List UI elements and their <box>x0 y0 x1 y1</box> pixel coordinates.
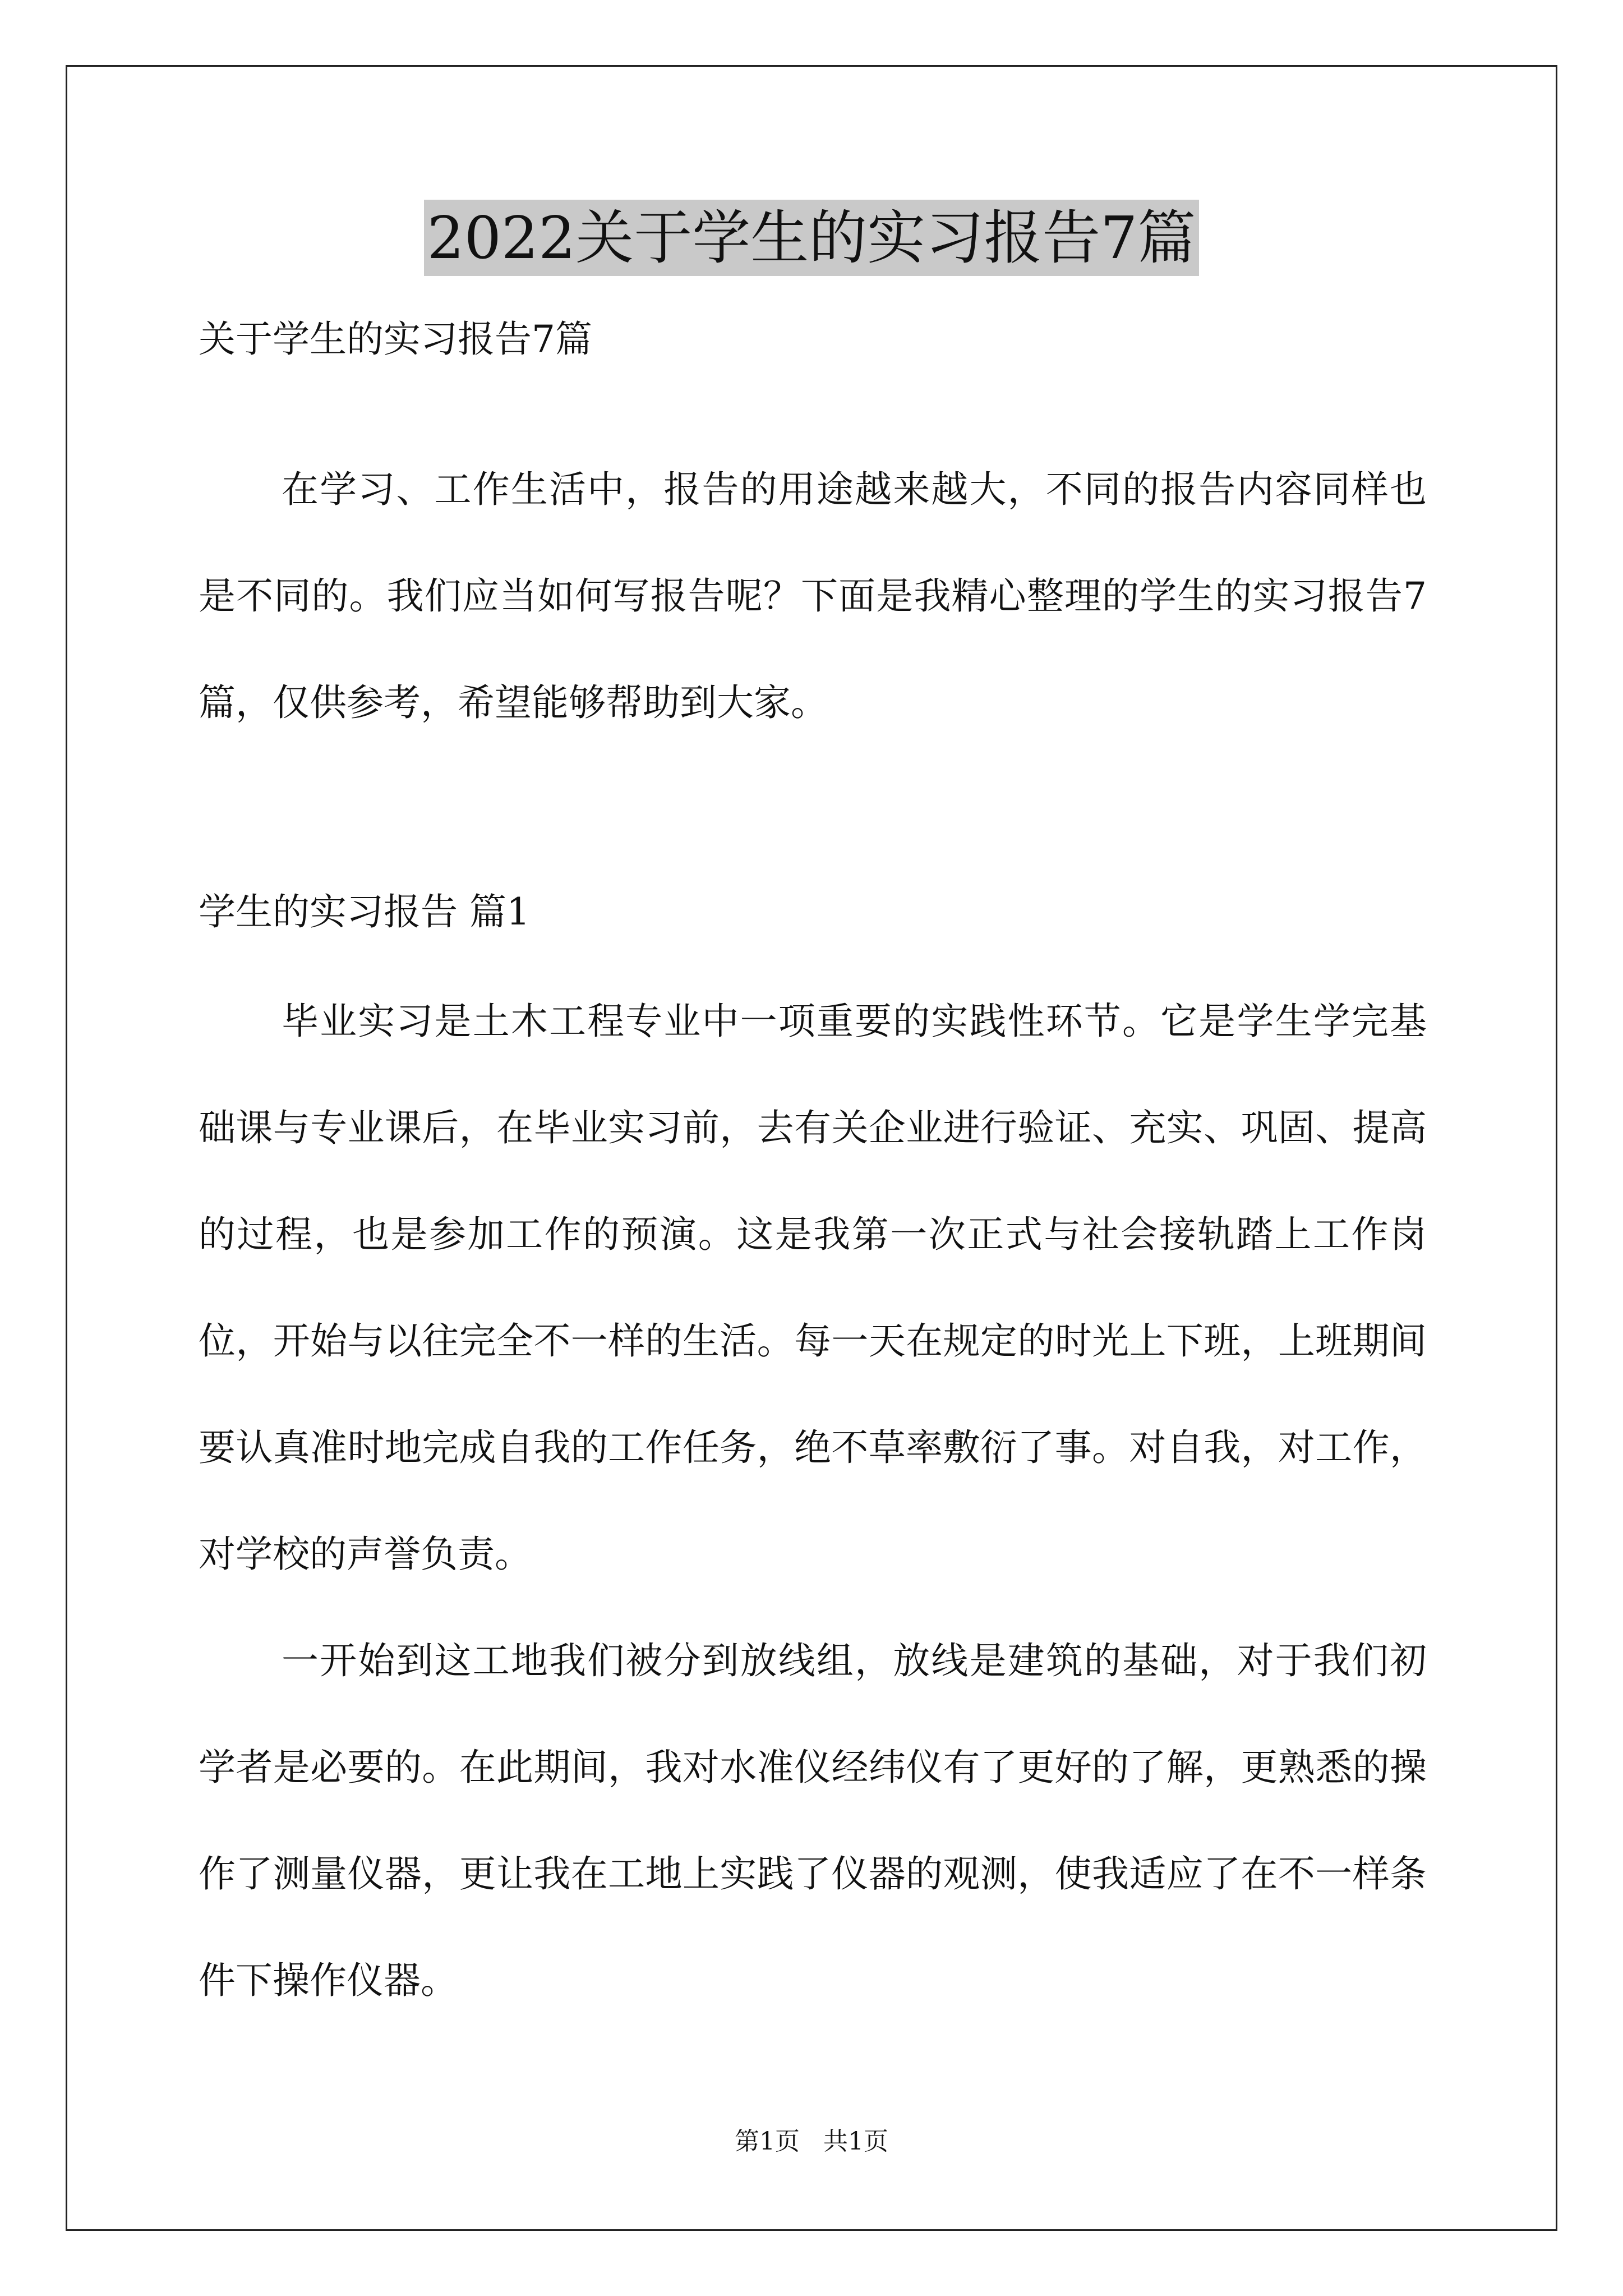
page-footer: 第1页 共1页 <box>735 2127 888 2156</box>
body-paragraph-2: 一开始到这工地我们被分到放线组，放线是建筑的基础，对于我们初学者是必要的。在此期间，我对水准仪经纬仪有了更好的了解，更熟悉的操作了测量仪器，更让我在工地上实践了仪器的观测，使我适应了在不一样条件下操作仪器。 <box>199 1639 1427 2002</box>
document-title: 2022关于学生的实习报告7篇 <box>424 200 1200 276</box>
document-subtitle: 关于学生的实习报告7篇 <box>199 318 592 361</box>
section-body <box>199 968 1427 2034</box>
section-heading: 学生的实习报告 篇1 <box>199 890 530 933</box>
intro-paragraph: 在学习、工作生活中，报告的用途越来越大，不同的报告内容同样也是不同的。我们应当如何写报告呢？下面是我精心整理的学生的实习报告7篇，仅供参考，希望能够帮助到大家。 <box>199 468 1427 724</box>
title-container <box>0 200 1623 276</box>
intro-block <box>199 436 1427 756</box>
body-paragraph-1: 毕业实习是土木工程专业中一项重要的实践性环节。它是学生学完基础课与专业课后，在毕业实习前，去有关企业进行验证、充实、巩固、提高的过程，也是参加工作的预演。这是我第一次正式与社会接轨踏上工作岗位，开始与以往完全不一样的生活。每一天在规定的时光上下班，上班期间要认真准时地完成自我的工作任务，绝不草率敷衍了事。对自我，对工作，对学校的声誉负责。 <box>199 1000 1427 1576</box>
